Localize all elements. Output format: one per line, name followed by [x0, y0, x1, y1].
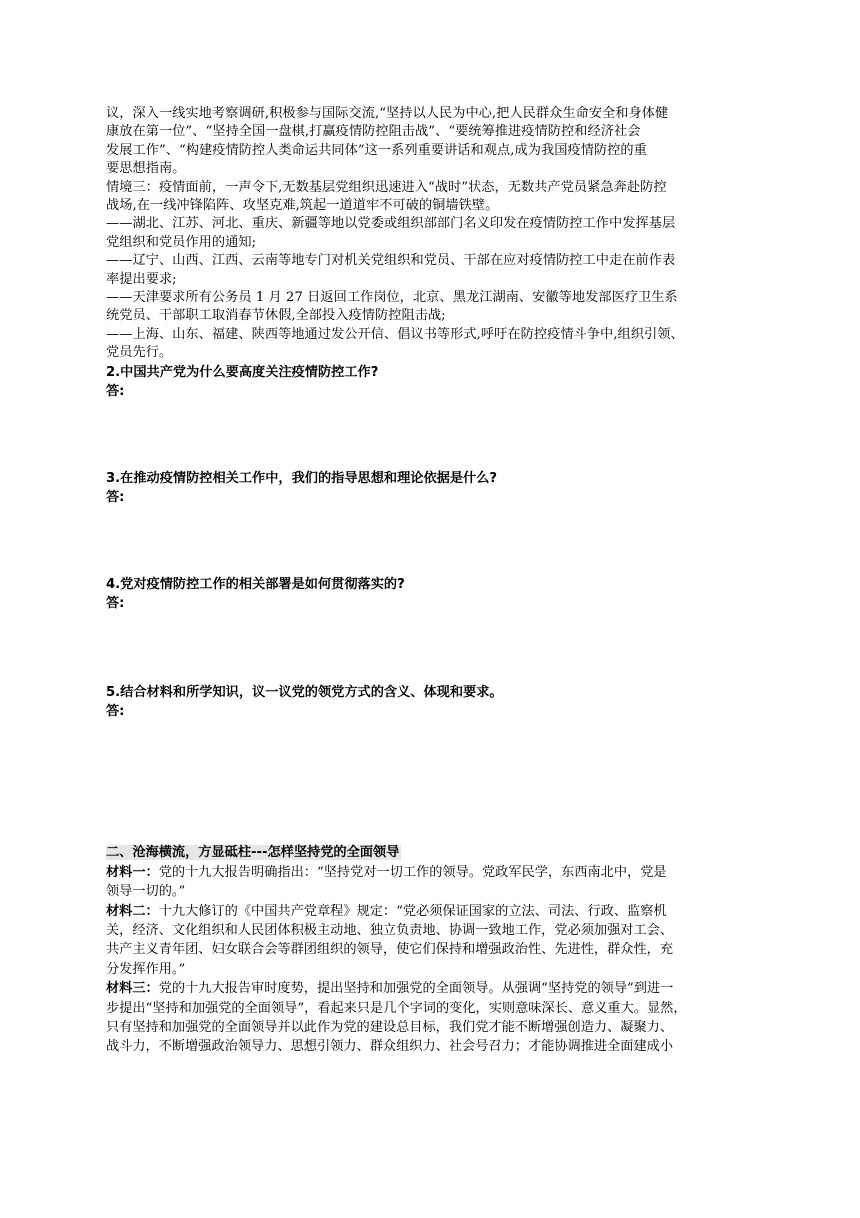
- answer-space: [106, 613, 756, 683]
- document-page: [106, 105, 756, 1057]
- scenario-3: [106, 179, 756, 363]
- question-4: [106, 575, 756, 683]
- material-line: [106, 979, 756, 998]
- answer-space: [106, 401, 756, 469]
- text-line: 党员先行。: [106, 345, 173, 361]
- section-heading: [106, 843, 756, 863]
- answer-label: 答:: [106, 703, 125, 719]
- answer-label: 答:: [106, 383, 125, 399]
- text-line: 发展工作”、“构建疫情防控人类命运共同体”这一系列重要讲话和观点,成为我国疫情防控的重: [106, 142, 647, 158]
- question-text: 5.结合材料和所学知识，议一议党的领党方式的含义、体现和要求。: [106, 684, 503, 700]
- text-line: ——天津要求所有公务员 1 月 27 日返回工作岗位，北京、黑龙江湖南、安徽等地发部医疗卫生系: [106, 290, 678, 306]
- section-heading-text: 二、沧海横流，方显砥柱---怎样坚持党的全面领导: [106, 844, 400, 860]
- material-text: 十九大修订的《中国共产党章程》规定：“党必须保证国家的立法、司法、行政、监察机: [158, 903, 667, 919]
- text-line: 统党员、干部职工取消春节休假,全部投入疫情防控阻击战;: [106, 308, 446, 324]
- material-line: 领导一切的。”: [106, 884, 186, 900]
- material-line: 战斗力，不断增强政治领导力、思想引领力、群众组织力、社会号召力；才能协调推进全面建成小: [106, 1039, 674, 1055]
- material-line: 关，经济、文化组织和人民团体积极主动地、独立负责地、协调一致地工作，党必须加强对工会、: [106, 922, 674, 938]
- material-line: 共产主义青年团、妇女联合会等群团组织的领导，使它们保持和增强政治性、先进性，群众性，充: [106, 942, 674, 958]
- material-3: [106, 979, 756, 1057]
- material-line: [106, 863, 756, 882]
- question-5: [106, 683, 756, 843]
- material-1: [106, 863, 756, 902]
- answer-label: 答:: [106, 595, 125, 611]
- text-line: 议，深入一线实地考察调研,积极参与国际交流,“坚持以人民为中心,把人民群众生命安全和身体健: [106, 106, 669, 121]
- question-3: [106, 469, 756, 575]
- material-2: [106, 902, 756, 980]
- section-2: [106, 843, 756, 1057]
- material-label: 材料三：: [106, 981, 159, 997]
- question-text: 2.中国共产党为什么要高度关注疫情防控工作?: [106, 364, 379, 380]
- question-text: 4.党对疫情防控工作的相关部署是如何贯彻落实的?: [106, 576, 405, 592]
- question-2: [106, 363, 756, 469]
- material-text: 党的十九大报告审时度势，提出坚持和加强党的全面领导。从强调“坚持党的领导”到进一: [158, 981, 674, 997]
- material-line: 分发挥作用。”: [106, 961, 186, 977]
- answer-label: 答:: [106, 489, 125, 505]
- text-line: 率提出要求;: [106, 271, 177, 287]
- text-line: 情境三：疫情面前，一声令下,无数基层党组织迅速进入“战时”状态，无数共产党员紧急奔赴防控: [106, 179, 667, 195]
- material-line: [106, 902, 756, 921]
- material-label: 材料二：: [106, 903, 159, 919]
- answer-space: [106, 721, 756, 843]
- material-label: 材料一：: [106, 864, 159, 880]
- material-text: 党的十九大报告明确指出：“坚持党对一切工作的领导。党政军民学，东西南北中，党是: [158, 864, 667, 880]
- text-line: ——湖北、江苏、河北、重庆、新疆等地以党委或组织部部门名义印发在疫情防控工作中发挥基层: [106, 216, 676, 232]
- text-line: ——辽宁、山西、江西、云南等地专门对机关党组织和党员、干部在应对疫情防控工中走在前作表: [106, 253, 676, 269]
- material-line: 步提出“坚持和加强党的全面领导”，看起来只是几个字词的变化，实则意味深长、意义重大。显然，: [106, 1000, 687, 1016]
- text-line: 康放在第一位”、“坚持全国一盘棋,打赢疫情防控阻击战”、“要统筹推进疫情防控和经济社会: [106, 124, 641, 140]
- text-line: 党组织和党员作用的通知;: [106, 234, 257, 250]
- text-line: ——上海、山东、福建、陕西等地通过发公开信、倡议书等形式,呼吁在防控疫情斗争中,组织引领、: [106, 326, 684, 342]
- intro-paragraph: [106, 105, 756, 179]
- material-line: 只有坚持和加强党的全面领导并以此作为党的建设总目标，我们党才能不断增强创造力、凝聚力、: [106, 1019, 674, 1035]
- text-line: 战场,在一线冲锋陷阵、攻坚克难,筑起一道道牢不可破的铜墙铁壁。: [106, 198, 499, 214]
- answer-space: [106, 507, 756, 575]
- text-line: 要思想指南。: [106, 161, 186, 177]
- question-text: 3.在推动疫情防控相关工作中，我们的指导思想和理论依据是什么?: [106, 470, 498, 486]
